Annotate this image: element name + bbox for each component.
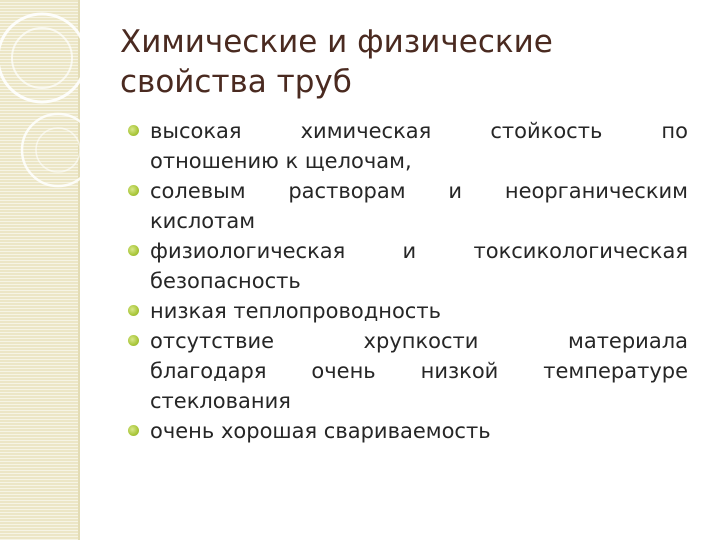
bullet-3-line-2: безопасность <box>150 269 301 293</box>
bullet-3-line-1: физиологическая и токсикологическая <box>150 239 688 263</box>
bullet-dot-icon <box>128 305 139 316</box>
decorative-circles <box>0 0 140 200</box>
list-item <box>128 116 688 176</box>
bullet-dot-icon <box>128 425 139 436</box>
decor-circle-medium <box>12 28 72 88</box>
bullet-dot-icon <box>128 125 139 136</box>
bullet-2-line-2: кислотам <box>150 209 256 233</box>
list-item <box>128 416 688 446</box>
slide-title <box>120 22 680 102</box>
title-line-1: Химические и физические <box>120 24 553 60</box>
bullet-1-line-2: отношению к щелочам, <box>150 149 412 173</box>
list-item <box>128 326 688 416</box>
bullet-dot-icon <box>128 335 139 346</box>
bullet-4-line-1: низкая теплопроводность <box>150 299 441 323</box>
title-line-2: свойства труб <box>120 64 352 100</box>
bullet-6-line-1: очень хорошая свариваемость <box>150 419 491 443</box>
bullet-dot-icon <box>128 185 139 196</box>
bullet-list <box>128 116 688 446</box>
bullet-5-line-3: стеклования <box>150 389 291 413</box>
list-item <box>128 176 688 236</box>
list-item <box>128 296 688 326</box>
decor-circle-lower <box>22 114 94 186</box>
bullet-5-line-2: благодаря очень низкой температуре <box>150 359 688 383</box>
bullet-1-line-1: высокая химическая стойкость по <box>150 119 688 143</box>
decor-circle-lower-inner <box>36 128 80 172</box>
bullet-dot-icon <box>128 245 139 256</box>
list-item <box>128 236 688 296</box>
bullet-5-line-1: отсутствие хрупкости материала <box>150 329 688 353</box>
bullet-2-line-1: солевым растворам и неорганическим <box>150 179 688 203</box>
